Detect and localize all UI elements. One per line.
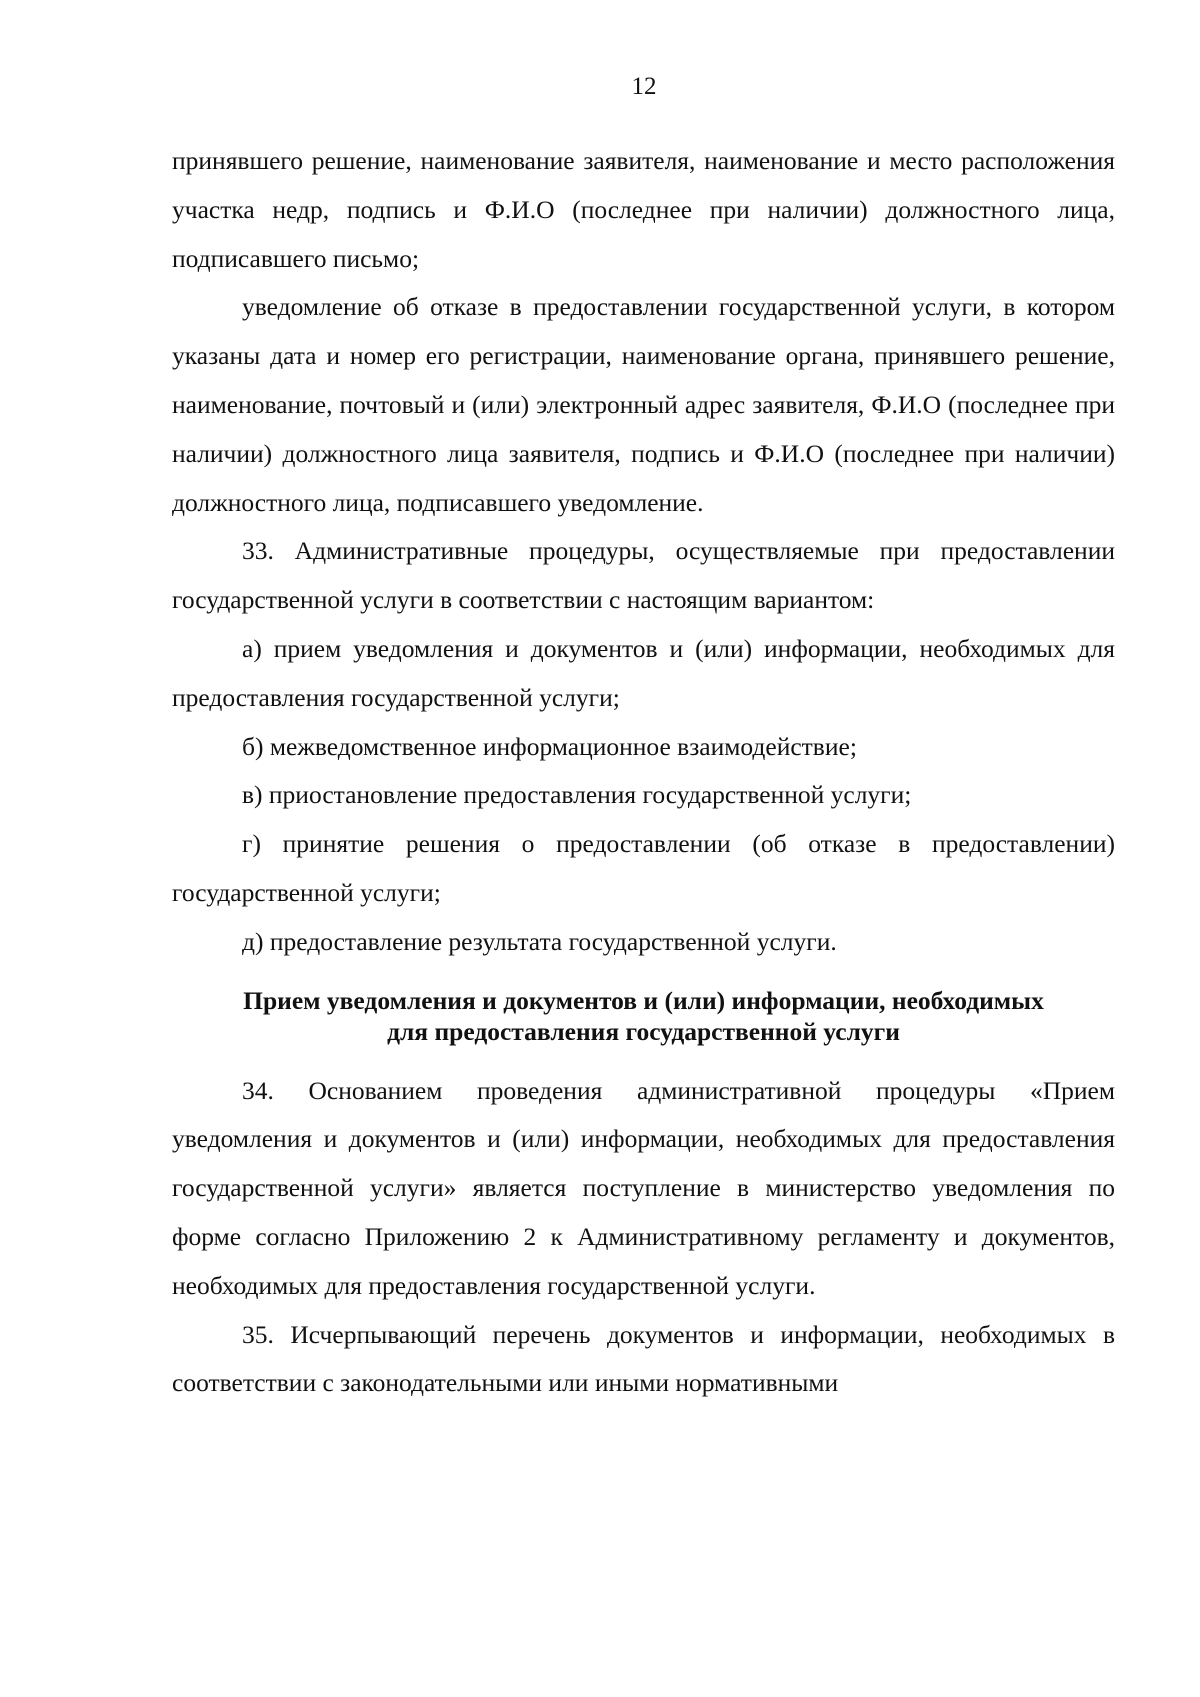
section-heading-line-1: Прием уведомления и документов и (или) информации, необходимых: [243, 985, 1044, 1015]
list-item-a: а) прием уведомления и документов и (или) информации, необходимых для предоставления государственной услуги;: [172, 633, 1115, 712]
paragraph-continuation: принявшего решение, наименование заявителя, наименование и место расположения участка недр, подпись и Ф.И.О (последнее при наличии) должностного лица, подписавшего письмо;: [172, 146, 1115, 273]
paragraph-34: 34. Основанием проведения административной процедуры «Прием уведомления и документов и (или) информации, необходимых для предоставления государственной услуги» является поступление в министерство уведомления по форме согласно Приложению 2 к Административному регламенту и документов, необходимых для предоставления государственной услуги.: [172, 1075, 1115, 1300]
list-item-v: в) приостановление предоставления государственной услуги;: [242, 780, 912, 810]
list-item-b: б) межведомственное информационное взаимодействие;: [242, 731, 857, 761]
section-heading: [172, 985, 1115, 1047]
page-number: 12: [631, 73, 657, 100]
paragraph-35: 35. Исчерпывающий перечень документов и информации, необходимых в соответствии с законодательными или иными нормативными: [172, 1319, 1115, 1398]
list-item-g: г) принятие решения о предоставлении (об отказе в предоставлении) государственной услуги;: [172, 829, 1115, 907]
paragraph-refusal-notice: уведомление об отказе в предоставлении государственной услуги, в котором указаны дата и номер его регистрации, наименование органа, принявшего решение, наименование, почтовый и (или) электронный адрес заявителя, Ф.И.О (последнее при наличии) должностного лица заявителя, подпись и Ф.И.О (последнее при наличии) должностного лица, подписавшего уведомление.: [172, 292, 1115, 517]
paragraph-33: 33. Административные процедуры, осуществляемые при предоставлении государственной услуги в соответствии с настоящим вариантом:: [172, 536, 1115, 615]
document-body: [172, 137, 1115, 1408]
list-item-d: д) предоставление результата государственной услуги.: [242, 926, 837, 956]
section-heading-line-2: для предоставления государственной услуги: [387, 1016, 900, 1046]
